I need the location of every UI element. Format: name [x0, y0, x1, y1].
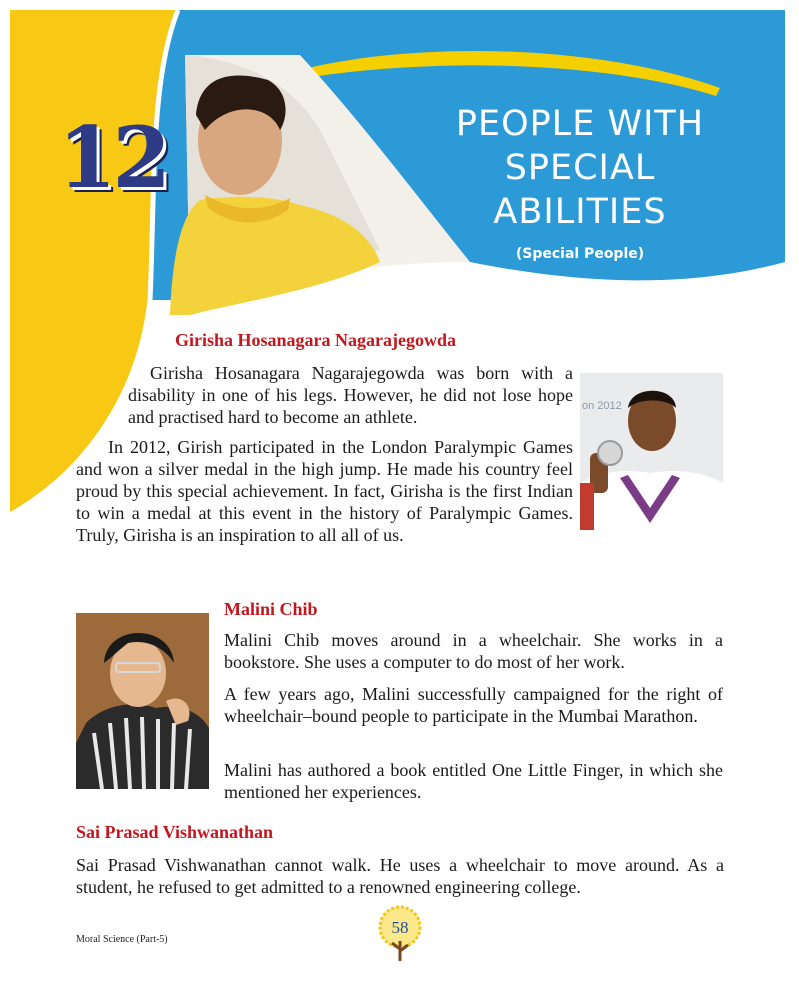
chapter-title-line-1: PEOPLE WITH	[455, 104, 705, 144]
paragraph-girisha-1: Girisha Hosanagara Nagarajegowda was born with a disability in one of his legs. However, he did not lose hope and practised hard to become an athlete.	[128, 363, 573, 427]
photo-girisha	[580, 373, 723, 530]
section-heading-girisha: Girisha Hosanagara Nagarajegowda	[175, 330, 456, 350]
chapter-title	[430, 102, 730, 234]
paragraph-girisha-2: In 2012, Girish participated in the London Paralympic Games and won a silver medal in the high jump. He made his country feel proud by this special achievement. In fact, Girisha is the first Indian to win a medal at this event in the history of Paralympic Games. Truly, Girisha is an inspiration to all all of us.	[76, 437, 573, 545]
section-heading-malini: Malini Chib	[224, 599, 318, 619]
footer-book-title: Moral Science (Part-5)	[76, 934, 168, 945]
chapter-subtitle: (Special People)	[515, 246, 645, 262]
paragraph-malini-1: Malini Chib moves around in a wheelchair. She works in a bookstore. She uses a computer to do most of her work.	[224, 630, 723, 672]
photo-girisha-backdrop-text: on 2012	[582, 400, 622, 412]
paragraph-sai-prasad-1: Sai Prasad Vishwanathan cannot walk. He uses a wheelchair to move around. As a student, he refused to get admitted to a renowned engineering college.	[76, 855, 724, 897]
section-heading-sai-prasad: Sai Prasad Vishwanathan	[76, 822, 274, 842]
photo-malini	[76, 613, 209, 789]
chapter-title-line-3: ABILITIES	[493, 192, 667, 232]
chapter-title-line-2: SPECIAL	[504, 148, 656, 188]
paragraph-malini-3: Malini has authored a book entitled One Little Finger, in which she mentioned her experiences.	[224, 760, 723, 802]
paragraph-malini-2: A few years ago, Malini successfully campaigned for the right of wheelchair–bound people to participate in the Mumbai Marathon.	[224, 684, 723, 726]
page-number: 58	[391, 918, 409, 937]
chapter-number: 12	[58, 108, 167, 207]
